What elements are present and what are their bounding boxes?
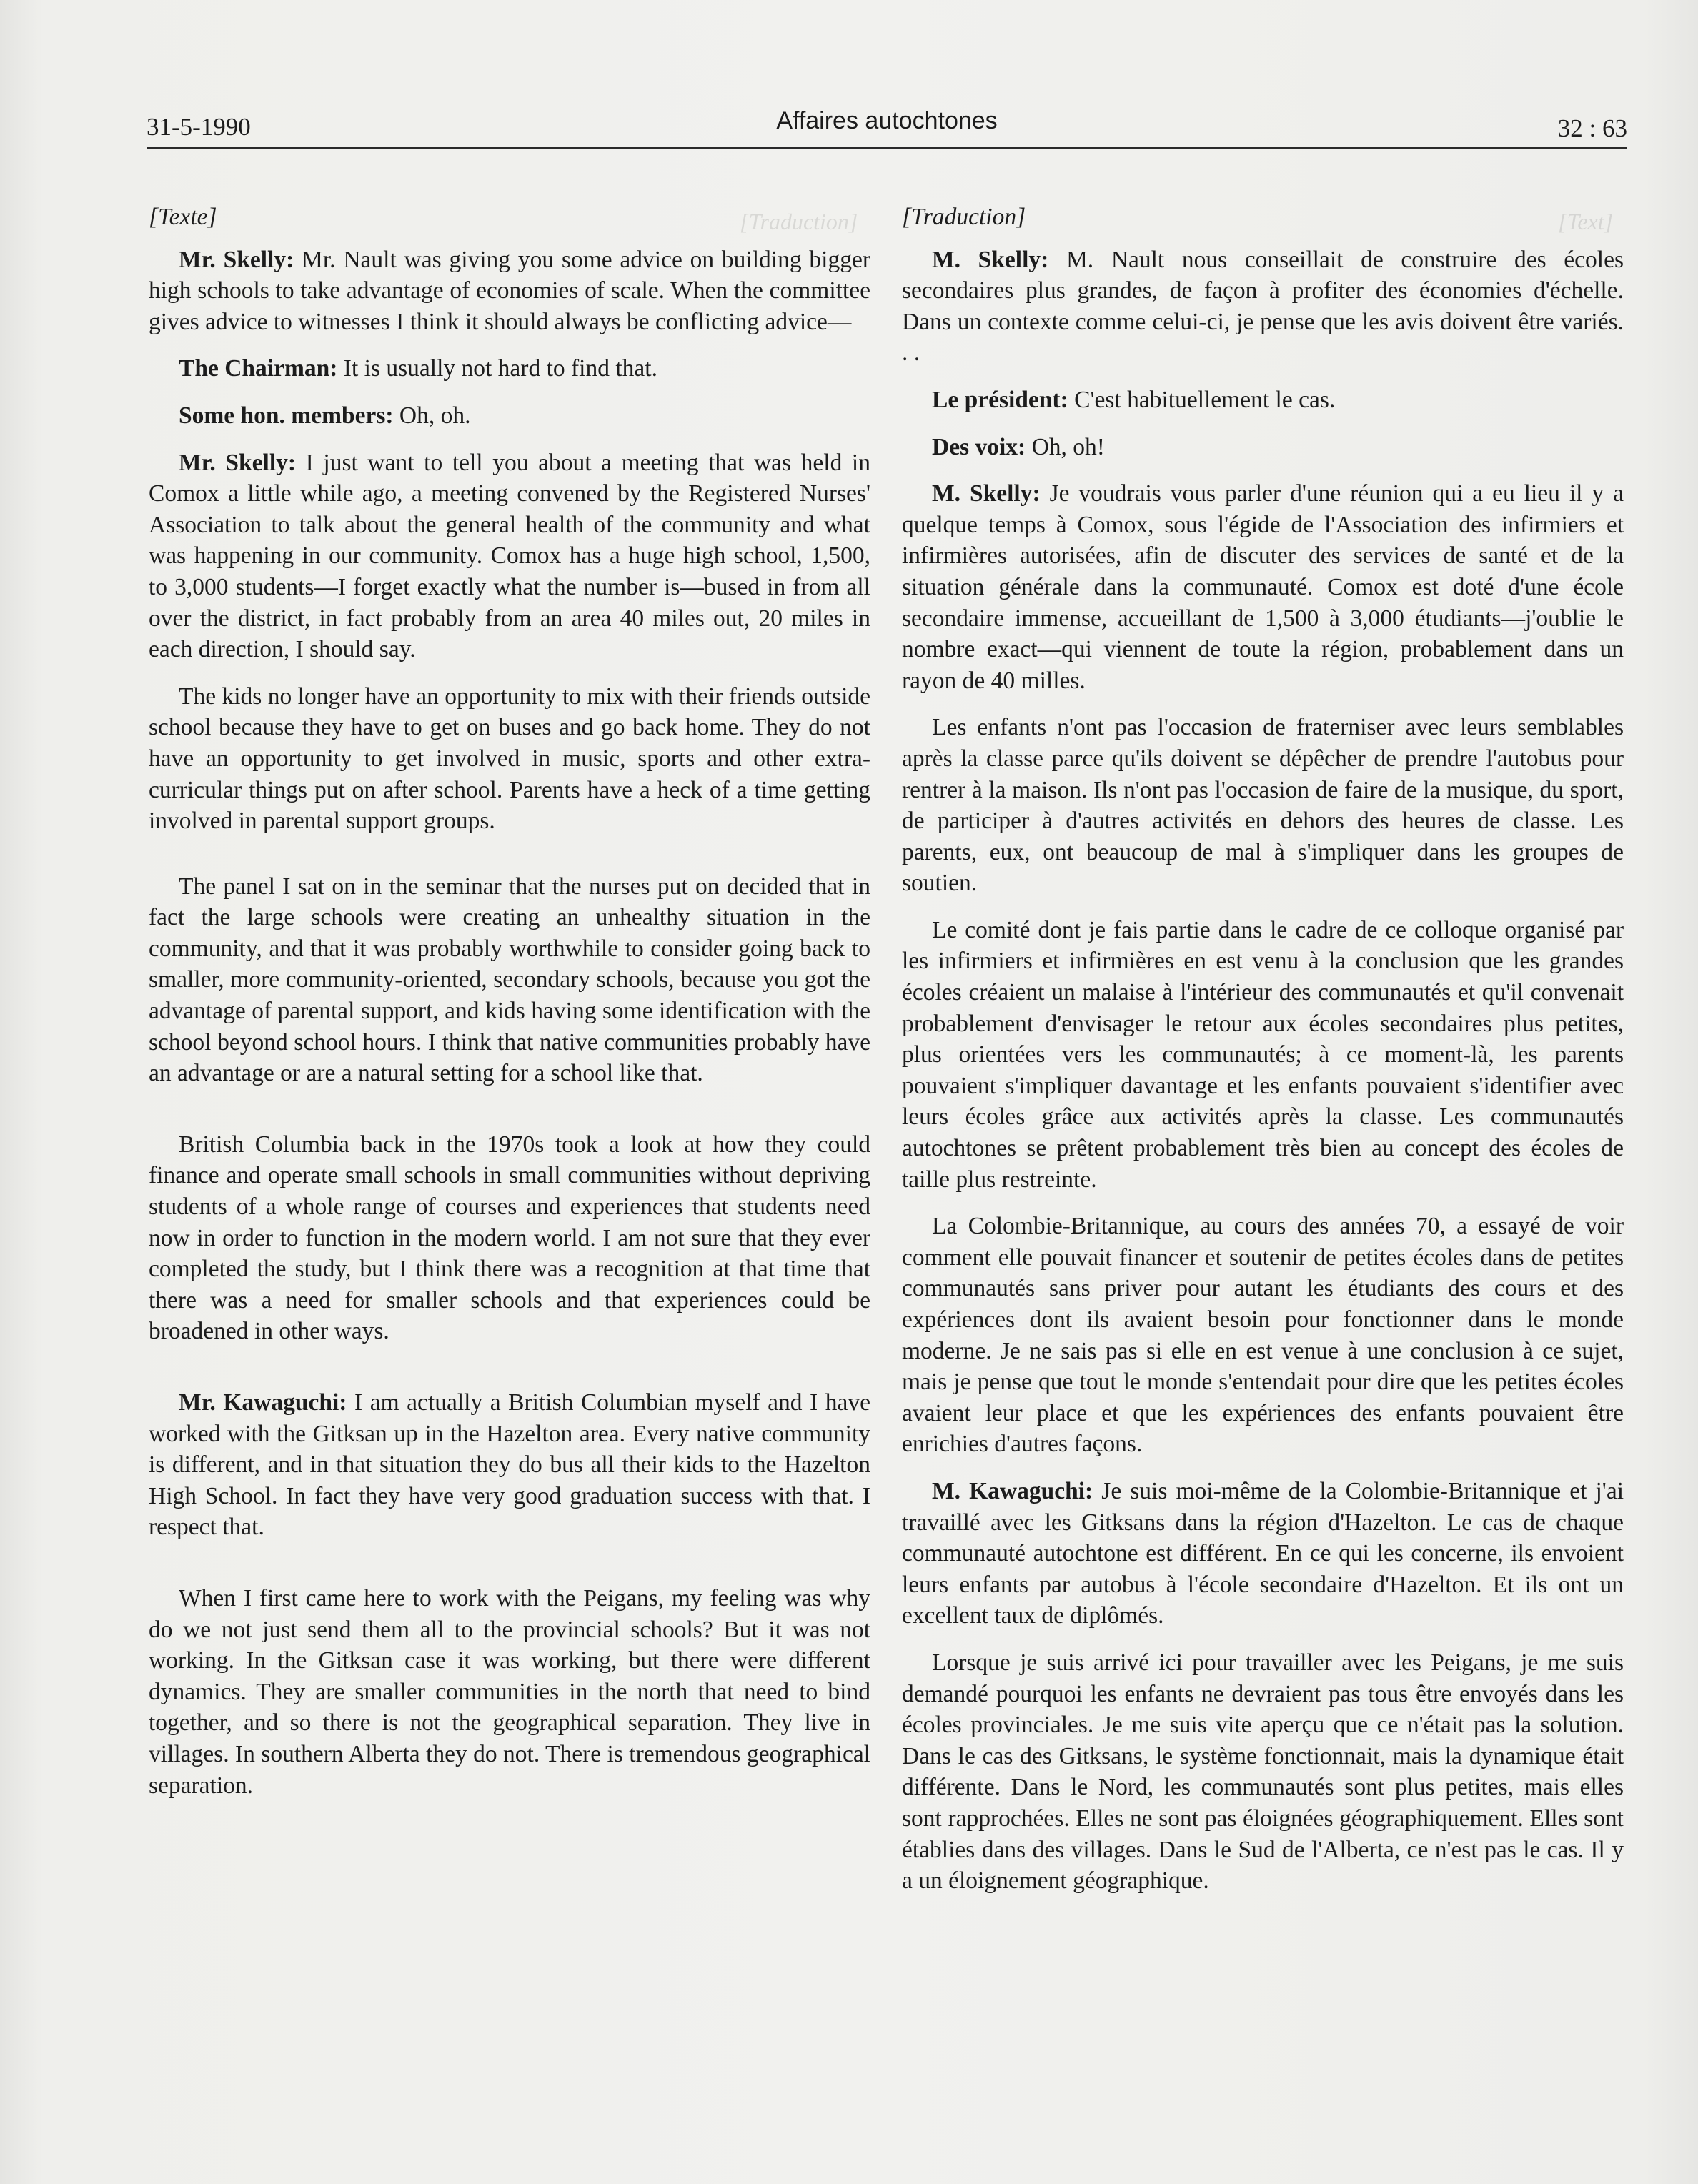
paragraph-text: British Columbia back in the 1970s took a look at how they could finance and operate small schools in small communities without depriving students of a whole range of courses and experiences that students need now in order to function in the modern world. I am not sure that they ever completed the study, but I think there was a recognition at that time that there was a need for smaller schools and that experiences could be broadened in other ways. (149, 1131, 870, 1345)
paragraph (902, 712, 1624, 899)
paragraph-text: Les enfants n'ont pas l'occasion de fraterniser avec leurs semblables après la classe parce qu'ils doivent se dépêcher de prendre l'autobus pour rentrer à la maison. Ils n'ont pas l'occasion de faire de la musique, du sport, de participer à d'autres activités en dehors des heures de classe. Les parents, eux, ont beaucoup de mal à s'impliquer dans les groupes de soutien. (902, 714, 1624, 897)
speaker-name: The Chairman: (179, 355, 338, 382)
paragraph (149, 244, 870, 338)
paragraph-text: I just want to tell you about a meeting that was held in Comox a little while ago, a meeting convened by the Registered Nurses' Association to talk about the general health of the community and what was happening in our community. Comox has a huge high school, 1,500, to 3,000 students—I forget exactly what the number is—bused in from all over the district, in fact probably from an area 40 miles out, 20 miles in each direction, I should say. (149, 449, 870, 663)
paragraph-text: The panel I sat on in the seminar that the nurses put on decided that in fact the large schools were creating an unhealthy situation in the community, and that it was probably worthwhile to consider going back to smaller, more community-oriented, secondary schools, because you got the advantage of parental support, and kids having some identification with the school beyond school hours. I think that native communities probably have an advantage or are a natural setting for a school like that. (149, 873, 870, 1087)
header-page-number: 32 : 63 (1557, 114, 1627, 142)
paragraph (149, 447, 870, 665)
paragraph-text: It is usually not hard to find that. (337, 355, 657, 382)
paragraph (149, 353, 870, 384)
language-tag: [Traduction] (902, 204, 1026, 230)
french-column (902, 202, 1624, 1897)
speaker-name: M. Skelly: (932, 246, 1049, 273)
header-date: 31-5-1990 (147, 113, 251, 141)
speaker-name: Some hon. members: (179, 402, 394, 429)
paragraph (149, 681, 870, 837)
paragraph-text: Mr. Nault was giving you some advice on building bigger high schools to take advantage of economies of scale. When the committee gives advice to witnesses I think it should always be conflicting advice— (149, 246, 870, 335)
paragraph-text: C'est habituellement le cas. (1068, 386, 1336, 413)
paragraph (902, 915, 1624, 1195)
paragraph-text: Le comité dont je fais partie dans le cadre de ce colloque organisé par les infirmiers et infirmières en est venu à la conclusion que les grandes écoles créaient un malaise à l'intérieur des communautés et qu'il convenait probablement d'envisager le retour aux écoles secondaires plus petites, plus orientées vers les communautés; à ce moment-là, les parents pouvaient s'impliquer davantage et les enfants pouvaient s'identifier avec leurs écoles grâce aux activités après la classe. Les communautés autochtones se prêtent probablement très bien au concept des écoles de taille plus restreinte. (902, 916, 1624, 1193)
paragraph (149, 1583, 870, 1801)
bleed-through-text: [Text] (1558, 209, 1614, 234)
paragraph (902, 1476, 1624, 1632)
page-header (147, 107, 1627, 150)
paragraph (149, 1387, 870, 1543)
header-rule (147, 147, 1627, 149)
paragraph (149, 1129, 870, 1347)
paragraph (902, 432, 1624, 463)
paragraph (149, 871, 870, 1089)
paragraph-text: La Colombie-Britannique, au cours des années 70, a essayé de voir comment elle pouvait financer et soutenir de petites écoles dans de petites communautés sans priver pour autant les étudiants des cours et des expériences dont ils avaient besoin pour fonctionner dans le monde moderne. Je ne sais pas si elle en est venue à une conclusion à ce sujet, mais je pense que tout le monde s'entendait pour dire que les petites écoles avaient leur place et que les expériences des enfants pouvaient être enrichies d'autres façons. (902, 1213, 1624, 1458)
paragraph-text: I am actually a British Columbian myself and I have worked with the Gitksan up in the Hazelton area. Every native community is different, and in that situation they do bus all their kids to the Hazelton High School. In fact they have very good graduation success with that. I respect that. (149, 1389, 870, 1541)
paragraph-text: Je suis moi-même de la Colombie-Britannique et j'ai travaillé avec les Gitksans dans la région d'Hazelton. Le cas de chaque communauté autochtone est différent. En ce qui les concerne, ils envoient leurs enfants par autobus à l'école secondaire d'Hazelton. Et ils ont un excellent taux de diplômés. (902, 1477, 1624, 1629)
paragraph (902, 244, 1624, 369)
language-tag: [Texte] (149, 204, 217, 230)
speaker-name: Mr. Kawaguchi: (179, 1389, 347, 1416)
paragraph-text: Lorsque je suis arrivé ici pour travailler avec les Peigans, je me suis demandé pourquoi les enfants ne devraient pas tous être envoyés dans les écoles provinciales. Je me suis vite aperçu que ce n'était pas la solution. Dans le cas des Gitksans, le système fonctionnait, mais la dynamique était différente. Dans le Nord, les communautés sont plus petites, mais elles sont rapprochées. Elles ne sont pas éloignées géographiquement. Elles sont établies dans des villages. Dans le Sud de l'Alberta, ce n'est pas le cas. Il y a un éloignement géographique. (902, 1649, 1624, 1895)
paragraph-text: Je voudrais vous parler d'une réunion qui a eu lieu il y a quelque temps à Comox, sous l'égide de l'Association des infirmiers et infirmières autorisées, afin de discuter des services de santé et de la situation générale dans la communauté. Comox est doté d'une école secondaire immense, accueillant de 1,500 à 3,000 étudiants—j'oublie le nombre exact—qui viennent de toute la région, probablement dans un rayon de 40 milles. (902, 480, 1624, 694)
paragraph (902, 1647, 1624, 1897)
paragraph (902, 1211, 1624, 1460)
speaker-name: M. Skelly: (932, 480, 1041, 507)
speaker-name: Des voix: (932, 433, 1026, 460)
paragraph-text: When I first came here to work with the Peigans, my feeling was why do we not just send them all to the provincial schools? But it was not working. In the Gitksan case it was working, but there were different dynamics. They are smaller communities in the north that need to bind together, and so there is not the geographical separation. They live in villages. In southern Alberta they do not. There is tremendous geographical separation. (149, 1584, 870, 1799)
paragraph-text: Oh, oh. (393, 402, 471, 429)
speaker-name: M. Kawaguchi: (932, 1477, 1093, 1504)
header-title: Affaires autochtones (776, 107, 998, 134)
paragraph-text: Oh, oh! (1026, 433, 1105, 460)
english-column (149, 202, 870, 1801)
bleed-through-text: [Traduction] (740, 209, 858, 234)
paragraph-text: The kids no longer have an opportunity to mix with their friends outside school because they have to get on buses and go back home. They do not have an opportunity to get involved in music, sports and other extra-curricular things put on after school. Parents have a heck of a time getting involved in parental support groups. (149, 682, 870, 835)
speaker-name: Mr. Skelly: (179, 449, 297, 476)
paragraph-text: M. Nault nous conseillait de construire des écoles secondaires plus grandes, de façon à profiter des économies d'échelle. Dans un contexte comme celui-ci, je pense que les avis doivent être variés. . . (902, 246, 1624, 367)
paragraph (902, 478, 1624, 696)
speaker-name: Mr. Skelly: (179, 246, 294, 273)
paragraph (149, 400, 870, 432)
speaker-name: Le président: (932, 386, 1068, 413)
paragraph (902, 384, 1624, 416)
